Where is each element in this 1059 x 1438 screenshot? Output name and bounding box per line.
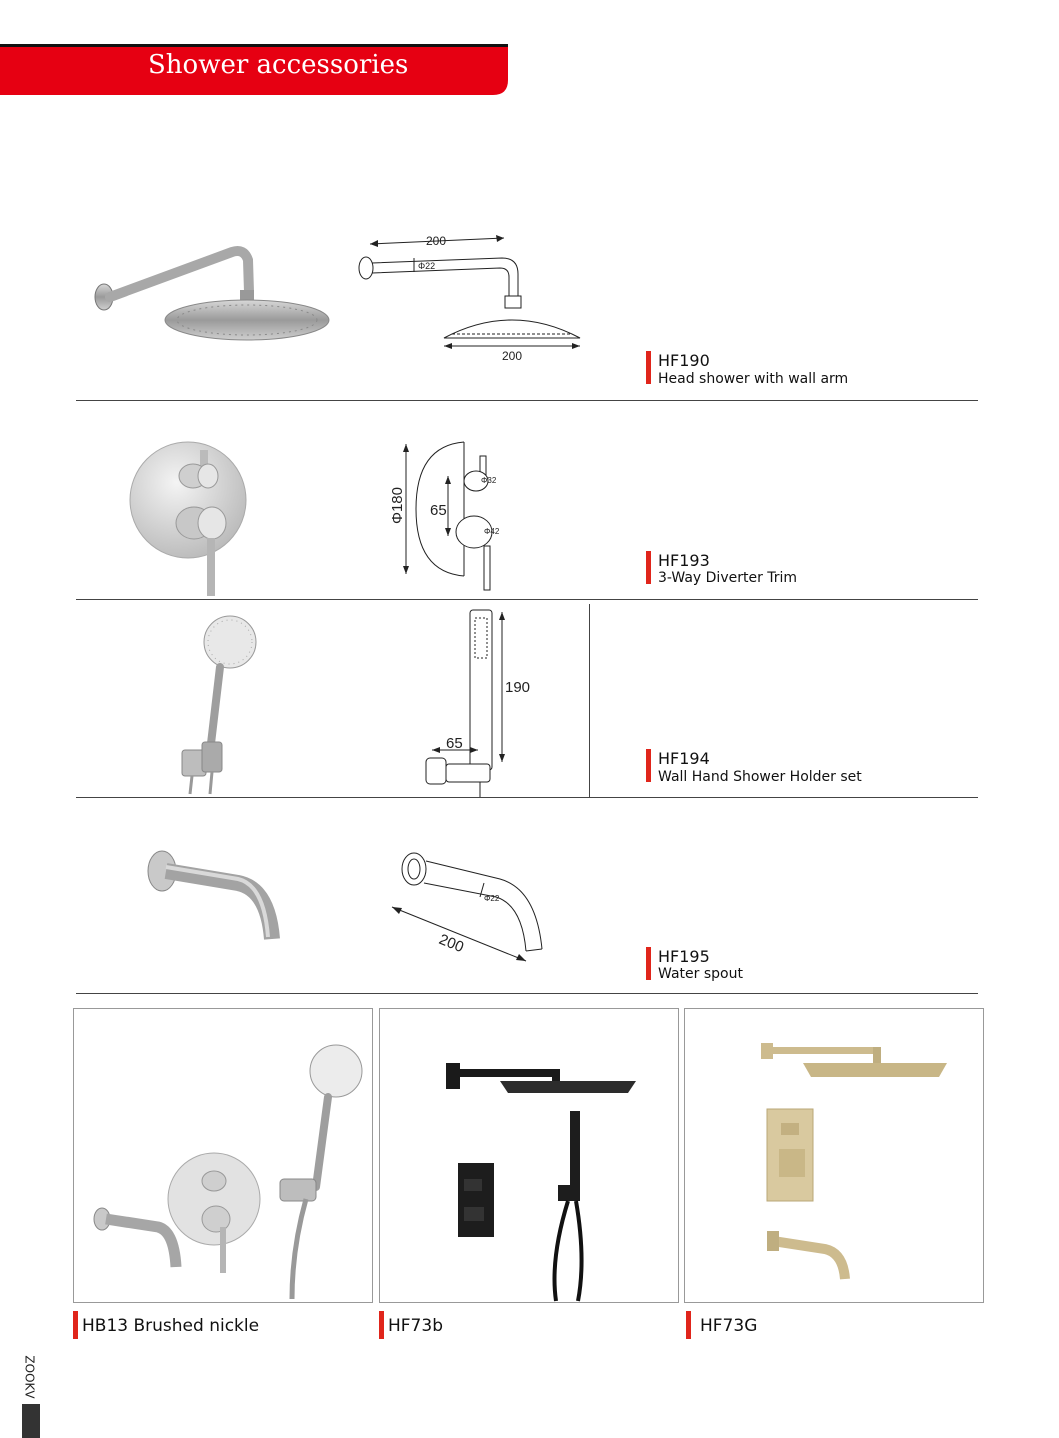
label-marker [646, 749, 651, 782]
page-title: Shower accessories [148, 50, 409, 80]
dim-plate-diameter: Φ180 [389, 487, 406, 524]
product-description: Water spout [658, 966, 743, 982]
dim-spout-length: 200 [436, 930, 467, 957]
label-marker [646, 551, 651, 584]
dim-small-handle: Φ32 [481, 476, 497, 485]
dim-handle-length: 190 [505, 679, 531, 696]
caption-marker [686, 1311, 691, 1339]
dim-arm-diameter: Φ22 [418, 261, 436, 271]
row-divider [76, 400, 978, 401]
brand-logo [20, 1350, 42, 1438]
column-divider [589, 604, 590, 797]
brushed-gold-set-image [685, 1009, 983, 1302]
dim-bracket-depth: 65 [446, 735, 463, 752]
product-code: HF194 [658, 749, 710, 768]
diverter-trim-photo [128, 428, 248, 598]
product-description: 3-Way Diverter Trim [658, 570, 798, 586]
product-code: HF190 [658, 351, 710, 370]
diverter-trim-drawing [386, 436, 526, 596]
set-caption: HF73G [700, 1316, 758, 1336]
caption-marker [379, 1311, 384, 1339]
row-divider [76, 993, 978, 994]
row-divider [76, 797, 978, 798]
dim-arm-length: 200 [426, 234, 447, 248]
product-description: Wall Hand Shower Holder set [658, 769, 862, 785]
matte-black-set-image [380, 1009, 678, 1302]
set-caption: HB13 Brushed nickle [82, 1316, 260, 1336]
row-divider [76, 599, 978, 600]
head-shower-drawing [352, 230, 592, 360]
hand-shower-photo [168, 612, 268, 797]
brushed-nickel-set-image [74, 1009, 372, 1302]
set-caption: HF73b [388, 1316, 443, 1336]
brand-logo-text: ZOOKV [22, 1355, 37, 1399]
caption-marker [73, 1311, 78, 1339]
set-photo-hf73g [684, 1008, 984, 1303]
set-photo-hb13 [73, 1008, 373, 1303]
dim-head-diameter: 200 [502, 349, 523, 360]
label-marker [646, 947, 651, 980]
dim-large-handle: Φ42 [484, 527, 500, 536]
product-code: HF193 [658, 551, 710, 570]
brand-logo-block [22, 1404, 40, 1438]
set-photo-hf73b [379, 1008, 679, 1303]
hand-shower-drawing [416, 606, 546, 798]
head-shower-photo [92, 240, 332, 345]
dim-spout-diameter: Φ22 [484, 894, 500, 903]
product-description: Head shower with wall arm [658, 371, 849, 387]
water-spout-photo [142, 845, 287, 945]
product-code: HF195 [658, 947, 710, 966]
water-spout-drawing [380, 845, 550, 975]
dim-spacing: 65 [430, 502, 447, 519]
label-marker [646, 351, 651, 384]
